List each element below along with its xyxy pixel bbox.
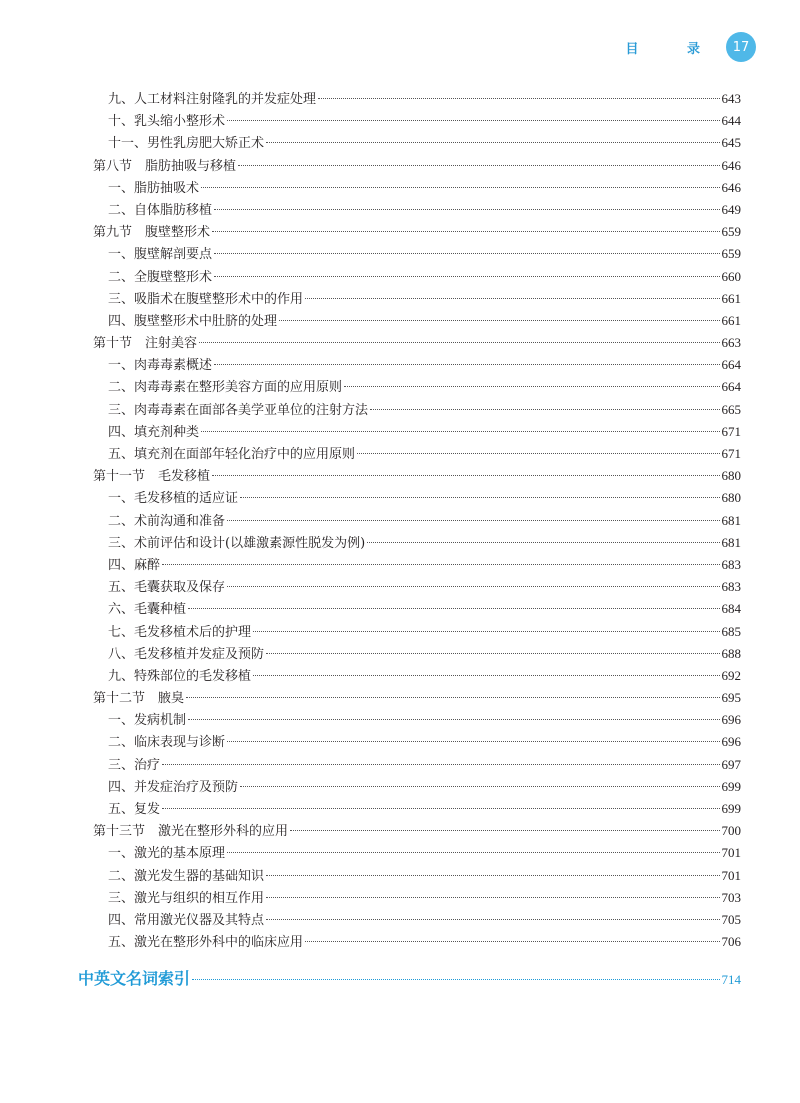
dot-leader bbox=[201, 187, 719, 188]
dot-leader bbox=[227, 586, 719, 587]
dot-leader bbox=[212, 475, 719, 476]
dot-leader bbox=[192, 979, 719, 980]
toc-item-row[interactable] bbox=[93, 643, 741, 665]
dot-leader bbox=[162, 764, 719, 765]
index-title: 中英文名词索引 bbox=[78, 969, 191, 988]
toc-page-number: 644 bbox=[721, 113, 741, 129]
dot-leader bbox=[266, 897, 719, 898]
toc-title: 一、激光的基本原理 bbox=[108, 846, 226, 862]
toc-item-row[interactable] bbox=[93, 576, 741, 598]
dot-leader bbox=[201, 431, 719, 432]
toc-item-row[interactable] bbox=[93, 376, 741, 398]
dot-leader bbox=[188, 608, 719, 609]
toc-page-number: 683 bbox=[721, 579, 741, 595]
toc-title: 第十二节 腋臭 bbox=[93, 691, 185, 707]
dot-leader bbox=[162, 564, 719, 565]
toc-item-row[interactable] bbox=[93, 754, 741, 776]
toc-page-number: 645 bbox=[721, 135, 741, 151]
toc-title: 四、麻醉 bbox=[108, 557, 161, 573]
toc-page-number: 688 bbox=[721, 645, 741, 661]
page-number-badge: 17 bbox=[726, 32, 756, 62]
toc-page-number: 680 bbox=[721, 468, 741, 484]
index-page: 714 bbox=[721, 972, 741, 987]
dot-leader bbox=[199, 342, 719, 343]
dot-leader bbox=[279, 320, 719, 321]
toc-title: 一、脂肪抽吸术 bbox=[108, 180, 200, 196]
toc-item-row[interactable] bbox=[93, 798, 741, 820]
table-of-contents bbox=[93, 88, 741, 953]
toc-section-row[interactable] bbox=[93, 687, 741, 709]
toc-item-row[interactable] bbox=[93, 709, 741, 731]
toc-page-number: 671 bbox=[721, 446, 741, 461]
toc-page-number: 663 bbox=[721, 335, 741, 351]
toc-page-number: 649 bbox=[721, 201, 741, 217]
toc-title: 一、毛发移植的适应证 bbox=[108, 491, 239, 507]
toc-title: 十一、男性乳房肥大矫正术 bbox=[108, 136, 265, 152]
toc-page-number: 697 bbox=[721, 756, 741, 772]
toc-item-row[interactable] bbox=[93, 310, 741, 332]
toc-page-number: 665 bbox=[721, 401, 741, 417]
toc-section-row[interactable] bbox=[93, 465, 741, 487]
dot-leader bbox=[186, 697, 719, 698]
dot-leader bbox=[214, 364, 719, 365]
toc-page-number: 699 bbox=[721, 778, 741, 794]
dot-leader bbox=[227, 120, 719, 121]
toc-item-row[interactable] bbox=[93, 243, 741, 265]
toc-title: 四、并发症治疗及预防 bbox=[108, 779, 239, 795]
toc-title: 一、发病机制 bbox=[108, 713, 187, 729]
index-entry[interactable] bbox=[78, 966, 741, 989]
toc-page-number: 706 bbox=[721, 934, 741, 950]
toc-item-row[interactable] bbox=[93, 532, 741, 554]
toc-title: 三、激光与组织的相互作用 bbox=[108, 890, 265, 906]
toc-section-row[interactable] bbox=[93, 820, 741, 842]
toc-title: 五、毛囊获取及保存 bbox=[108, 580, 226, 596]
toc-item-row[interactable] bbox=[93, 931, 741, 953]
toc-title: 第十一节 毛发移植 bbox=[93, 469, 211, 485]
dot-leader bbox=[290, 830, 719, 831]
toc-item-row[interactable] bbox=[93, 598, 741, 620]
toc-title: 一、腹壁解剖要点 bbox=[108, 247, 213, 263]
toc-title: 一、肉毒毒素概述 bbox=[108, 358, 213, 374]
dot-leader bbox=[240, 497, 719, 498]
toc-title: 第十三节 激光在整形外科的应用 bbox=[93, 824, 289, 840]
dot-leader bbox=[370, 409, 719, 410]
dot-leader bbox=[266, 653, 719, 654]
toc-page-number: 705 bbox=[721, 911, 741, 927]
toc-page-number: 664 bbox=[721, 357, 741, 373]
toc-page-number: 681 bbox=[721, 512, 741, 528]
dot-leader bbox=[305, 941, 719, 942]
toc-title: 二、自体脂肪移植 bbox=[108, 202, 213, 218]
toc-page-number: 646 bbox=[721, 157, 741, 173]
dot-leader bbox=[212, 231, 719, 232]
toc-title: 八、毛发移植并发症及预防 bbox=[108, 646, 265, 662]
dot-leader bbox=[227, 741, 719, 742]
toc-item-row[interactable] bbox=[93, 177, 741, 199]
toc-item-row[interactable] bbox=[93, 110, 741, 132]
toc-page-number: 659 bbox=[721, 224, 741, 240]
dot-leader bbox=[318, 98, 719, 99]
dot-leader bbox=[214, 253, 719, 254]
toc-title: 七、毛发移植术后的护理 bbox=[108, 624, 252, 640]
toc-item-row[interactable] bbox=[93, 887, 741, 909]
dot-leader bbox=[162, 808, 719, 809]
toc-page-number: 696 bbox=[721, 712, 741, 728]
toc-title: 四、填充剂种类 bbox=[108, 424, 200, 440]
toc-item-row[interactable] bbox=[93, 266, 741, 288]
toc-page-number: 701 bbox=[721, 867, 741, 883]
toc-item-row[interactable] bbox=[93, 487, 741, 509]
dot-leader bbox=[266, 142, 719, 143]
toc-item-row[interactable] bbox=[93, 354, 741, 376]
dot-leader bbox=[357, 453, 719, 454]
toc-item-row[interactable] bbox=[93, 88, 741, 110]
toc-title: 六、毛囊种植 bbox=[108, 602, 187, 618]
toc-title: 第九节 腹壁整形术 bbox=[93, 225, 211, 241]
toc-title: 三、肉毒毒素在面部各美学亚单位的注射方法 bbox=[108, 402, 369, 418]
toc-item-row[interactable] bbox=[93, 731, 741, 753]
toc-item-row[interactable] bbox=[93, 865, 741, 887]
toc-page-number: 685 bbox=[721, 623, 741, 639]
toc-title: 第十节 注射美容 bbox=[93, 336, 198, 352]
dot-leader bbox=[305, 298, 719, 299]
toc-item-row[interactable] bbox=[93, 399, 741, 421]
toc-item-row[interactable] bbox=[93, 199, 741, 221]
dot-leader bbox=[240, 786, 719, 787]
toc-title: 五、复发 bbox=[108, 802, 161, 817]
dot-leader bbox=[214, 209, 719, 210]
toc-section-row[interactable] bbox=[93, 332, 741, 354]
toc-page-number: 659 bbox=[721, 246, 741, 262]
toc-title: 第八节 脂肪抽吸与移植 bbox=[93, 158, 237, 174]
toc-page-number: 661 bbox=[721, 312, 741, 328]
toc-item-row[interactable] bbox=[93, 288, 741, 310]
toc-title: 九、人工材料注射隆乳的并发症处理 bbox=[108, 92, 317, 107]
dot-leader bbox=[344, 386, 719, 387]
toc-title: 二、全腹壁整形术 bbox=[108, 269, 213, 285]
dot-leader bbox=[214, 276, 719, 277]
toc-title: 九、特殊部位的毛发移植 bbox=[108, 668, 252, 684]
toc-item-row[interactable] bbox=[93, 776, 741, 798]
toc-page-number: 646 bbox=[721, 179, 741, 195]
toc-page-number: 643 bbox=[721, 91, 741, 106]
toc-title: 三、吸脂术在腹壁整形术中的作用 bbox=[108, 291, 304, 307]
toc-title: 四、腹壁整形术中肚脐的处理 bbox=[108, 313, 278, 329]
toc-title: 三、治疗 bbox=[108, 757, 161, 773]
toc-title: 五、填充剂在面部年轻化治疗中的应用原则 bbox=[108, 447, 356, 462]
header-title: 目 录 bbox=[625, 41, 722, 57]
dot-leader bbox=[266, 875, 719, 876]
toc-title: 四、常用激光仪器及其特点 bbox=[108, 912, 265, 928]
toc-item-row[interactable] bbox=[93, 443, 741, 465]
toc-page-number: 699 bbox=[721, 801, 741, 816]
toc-title: 三、术前评估和设计(以雄激素源性脱发为例) bbox=[108, 535, 366, 551]
dot-leader bbox=[266, 919, 719, 920]
dot-leader bbox=[227, 520, 719, 521]
toc-title: 十、乳头缩小整形术 bbox=[108, 114, 226, 130]
toc-item-row[interactable] bbox=[93, 554, 741, 576]
toc-page-number: 696 bbox=[721, 734, 741, 750]
toc-title: 二、临床表现与诊断 bbox=[108, 735, 226, 751]
dot-leader bbox=[188, 719, 719, 720]
dot-leader bbox=[367, 542, 719, 543]
toc-item-row[interactable] bbox=[93, 909, 741, 931]
toc-page-number: 683 bbox=[721, 556, 741, 572]
toc-page-number: 681 bbox=[721, 534, 741, 550]
toc-item-row[interactable] bbox=[93, 621, 741, 643]
toc-page-number: 701 bbox=[721, 845, 741, 861]
toc-title: 二、激光发生器的基础知识 bbox=[108, 868, 265, 884]
dot-leader bbox=[238, 165, 719, 166]
toc-section-row[interactable] bbox=[93, 155, 741, 177]
toc-page-number: 703 bbox=[721, 889, 741, 905]
page-header bbox=[625, 32, 756, 62]
toc-page-number: 700 bbox=[721, 823, 741, 839]
toc-section-row[interactable] bbox=[93, 221, 741, 243]
toc-page-number: 660 bbox=[721, 268, 741, 284]
toc-item-row[interactable] bbox=[93, 665, 741, 687]
toc-page-number: 684 bbox=[721, 601, 741, 617]
toc-item-row[interactable] bbox=[93, 132, 741, 154]
toc-title: 二、肉毒毒素在整形美容方面的应用原则 bbox=[108, 380, 343, 396]
toc-page-number: 692 bbox=[721, 667, 741, 683]
toc-page-number: 671 bbox=[721, 423, 741, 439]
toc-item-row[interactable] bbox=[93, 510, 741, 532]
dot-leader bbox=[253, 631, 719, 632]
toc-page-number: 680 bbox=[721, 490, 741, 506]
toc-page-number: 695 bbox=[721, 690, 741, 706]
toc-page-number: 661 bbox=[721, 290, 741, 306]
dot-leader bbox=[253, 675, 719, 676]
dot-leader bbox=[227, 852, 719, 853]
toc-title: 五、激光在整形外科中的临床应用 bbox=[108, 935, 304, 951]
toc-item-row[interactable] bbox=[93, 842, 741, 864]
toc-title: 二、术前沟通和准备 bbox=[108, 513, 226, 529]
toc-page-number: 664 bbox=[721, 379, 741, 395]
toc-item-row[interactable] bbox=[93, 421, 741, 443]
